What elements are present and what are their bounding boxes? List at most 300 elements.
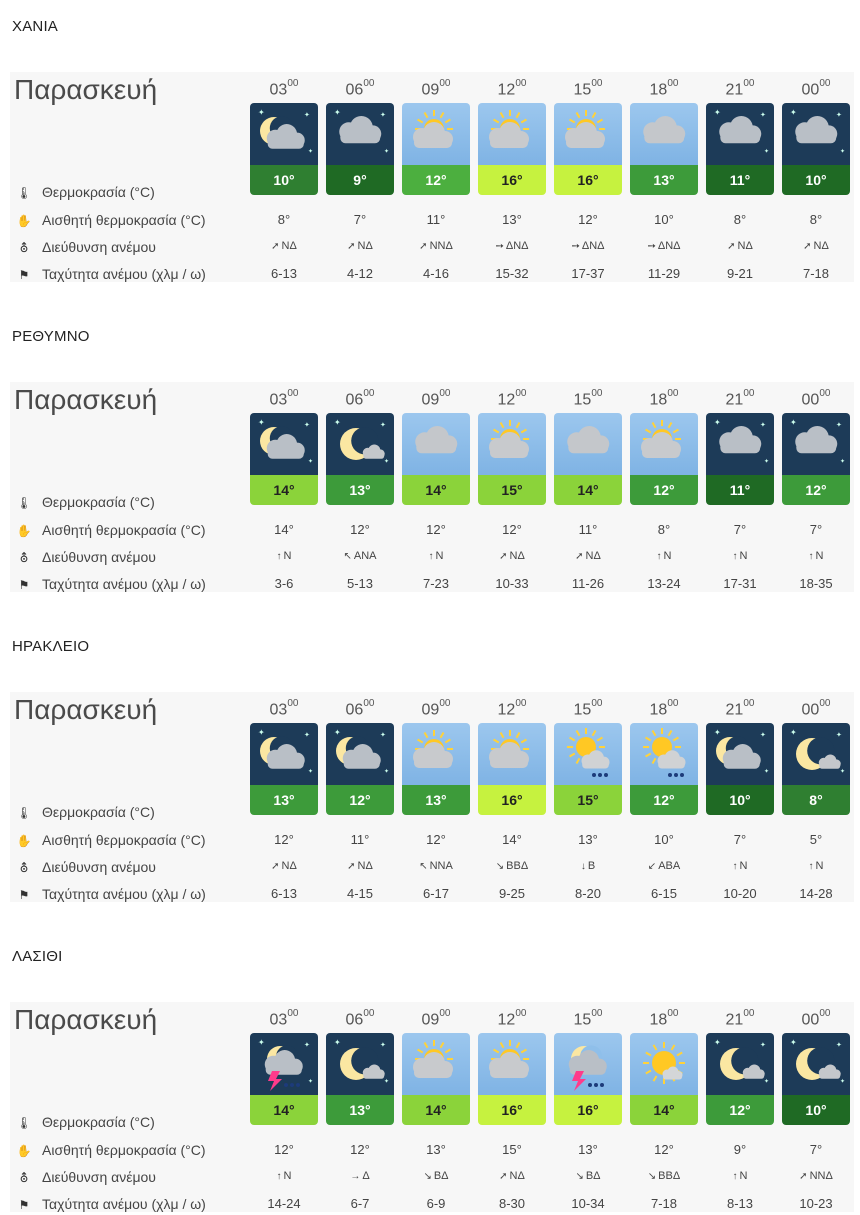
svg-text:✦: ✦ <box>304 112 310 119</box>
forecast-column <box>326 692 394 902</box>
temperature-badge: 11° <box>706 475 774 505</box>
svg-text:✦: ✦ <box>384 769 390 775</box>
wind-direction-value <box>326 550 394 562</box>
hand-icon: ✋ <box>16 1144 32 1158</box>
feels-like-value: 9° <box>733 1142 747 1157</box>
day-label: Παρασκευή <box>14 694 158 725</box>
wind-speed-value: 17-31 <box>723 576 757 591</box>
wind-direction-text: Ν <box>739 1170 748 1182</box>
feels-like-value: 13° <box>578 1142 598 1157</box>
wind-speed-value: 11-29 <box>647 266 681 281</box>
forecast-column <box>402 72 470 282</box>
wind-arrow-icon: ↑ <box>428 551 434 562</box>
flag-icon: ⚑ <box>18 888 30 902</box>
wind-vane-icon: ⛢ <box>19 241 29 255</box>
forecast-column <box>478 382 546 592</box>
wind-direction-text: Δ <box>362 1170 370 1182</box>
feels-like-value: 11° <box>350 832 370 847</box>
wind-speed-value: 4-15 <box>346 886 374 901</box>
svg-text:✦: ✦ <box>764 1079 770 1085</box>
feels-like-value: 15° <box>502 1142 522 1157</box>
svg-text:✦: ✦ <box>714 728 721 737</box>
temperature-badge: 14° <box>402 475 470 505</box>
day-label: Παρασκευή <box>14 74 158 105</box>
row-label-text: Ταχύτητα ανέμου (χλμ / ω) <box>42 266 206 282</box>
feels-like-value: 7° <box>809 522 823 537</box>
wind-arrow-icon: ➚ <box>347 861 356 872</box>
wind-direction-text: Β <box>587 860 596 872</box>
wind-direction-value <box>402 550 470 562</box>
day-label: Παρασκευή <box>14 1004 158 1035</box>
wind-direction-value <box>706 550 774 562</box>
temperature-badge: 11° <box>706 165 774 195</box>
wind-arrow-icon: ➚ <box>419 241 428 252</box>
temp-row-label <box>16 1114 155 1130</box>
flag-icon: ⚑ <box>18 578 30 592</box>
feels-like-value: 13° <box>426 1142 446 1157</box>
temperature-badge: 13° <box>630 165 698 195</box>
row-label-text: Διεύθυνση ανέμου <box>42 1169 156 1185</box>
wind-direction-text: ΔΝΔ <box>657 240 681 252</box>
temperature-badge: 10° <box>782 165 850 195</box>
wind-direction-value <box>250 550 318 562</box>
svg-text:✦: ✦ <box>790 728 797 737</box>
forecast-column <box>782 72 850 282</box>
wind-arrow-icon: ➙ <box>495 241 504 252</box>
wind-speed-value: 14-24 <box>267 1196 301 1211</box>
wind-arrow-icon: ↑ <box>732 861 738 872</box>
wind-direction-value <box>630 860 698 872</box>
wind-speed-value: 9-21 <box>726 266 754 281</box>
region-title: ΛΑΣΙΘΙ <box>12 948 63 965</box>
wind-speed-value: 8-20 <box>574 886 602 901</box>
row-label-text: Θερμοκρασία (°C) <box>42 804 155 820</box>
feels-like-value: 12° <box>426 832 446 847</box>
row-label-text: Αισθητή θερμοκρασία (°C) <box>42 212 206 228</box>
forecast-column <box>554 1002 622 1212</box>
temperature-badge: 12° <box>630 475 698 505</box>
wind-direction-value <box>782 550 850 562</box>
wind-arrow-icon: → <box>350 1171 361 1182</box>
weather-sun-icon <box>630 1033 698 1095</box>
wind-direction-value <box>554 860 622 872</box>
wind-direction-text: Ν <box>283 1170 292 1182</box>
wind-speed-value: 6-13 <box>270 266 298 281</box>
wind-direction-text: ΝΔ <box>357 860 373 872</box>
wind-vane-icon: ⛢ <box>19 1171 29 1185</box>
wind-speed-value: 10-34 <box>571 1196 605 1211</box>
row-label-text: Διεύθυνση ανέμου <box>42 549 156 565</box>
wind-direction-value <box>250 860 318 872</box>
temperature-badge: 16° <box>478 785 546 815</box>
forecast-column <box>782 382 850 592</box>
forecast-column <box>630 72 698 282</box>
wind-speed-value: 10-20 <box>723 886 757 901</box>
wind-speed-value: 6-15 <box>650 886 678 901</box>
wind-speed-value: 7-18 <box>650 1196 678 1211</box>
forecast-column <box>250 1002 318 1212</box>
feels-like-value: 12° <box>578 212 598 227</box>
wind-direction-text: ΝΔ <box>737 240 753 252</box>
weather-cloud-icon <box>402 413 470 475</box>
temperature-badge: 15° <box>554 785 622 815</box>
wind-direction-value <box>478 240 546 252</box>
row-label-text: Αισθητή θερμοκρασία (°C) <box>42 1142 206 1158</box>
weather-cloud-icon <box>326 103 394 165</box>
hour-label: $18^{00}$ <box>649 1008 679 1029</box>
feels-like-value: 7° <box>733 832 747 847</box>
temperature-badge: 16° <box>554 165 622 195</box>
wind-direction-text: Ν <box>663 550 672 562</box>
forecast-column <box>706 382 774 592</box>
temp-row-label <box>16 184 155 200</box>
wind-direction-text: Ν <box>435 550 444 562</box>
svg-text:✦: ✦ <box>714 1038 721 1047</box>
wind-direction-text: ΒΒΔ <box>506 860 529 872</box>
weather-moon-cloud-icon <box>250 103 318 165</box>
hour-label: $21^{00}$ <box>725 388 755 409</box>
wind-direction-text: Ν <box>815 860 824 872</box>
wind-speed-value: 7-23 <box>422 576 450 591</box>
svg-text:✦: ✦ <box>760 1042 766 1049</box>
forecast-column <box>630 382 698 592</box>
hour-label: $06^{00}$ <box>345 698 375 719</box>
svg-text:✦: ✦ <box>760 112 766 119</box>
wind-direction-value <box>706 240 774 252</box>
weather-moon-cloud-icon <box>326 723 394 785</box>
wind-speed-value: 8-13 <box>726 1196 754 1211</box>
hand-icon: ✋ <box>16 214 32 228</box>
wind-arrow-icon: ↘ <box>423 1171 432 1182</box>
wind-speed-value: 6-9 <box>426 1196 446 1211</box>
svg-text:✦: ✦ <box>334 418 341 427</box>
svg-text:✦: ✦ <box>380 1042 386 1049</box>
temperature-badge: 13° <box>250 785 318 815</box>
wind-arrow-icon: ↓ <box>580 861 586 872</box>
wind-speed-value: 8-30 <box>498 1196 526 1211</box>
weather-sun-cloud-icon <box>630 413 698 475</box>
wind-direction-text: ΝΝΔ <box>429 240 453 252</box>
svg-text:✦: ✦ <box>836 1042 842 1049</box>
row-label-text: Ταχύτητα ανέμου (χλμ / ω) <box>42 576 206 592</box>
wind-dir-row-label <box>16 1169 156 1185</box>
forecast-column <box>782 692 850 902</box>
region-title: ΡΕΘΥΜΝΟ <box>12 328 90 345</box>
hour-label: $03^{00}$ <box>269 78 299 99</box>
svg-text:✦: ✦ <box>304 422 310 429</box>
wind-direction-value <box>782 240 850 252</box>
wind-direction-text: Ν <box>739 550 748 562</box>
forecast-column <box>630 1002 698 1212</box>
wind-direction-value <box>326 860 394 872</box>
hour-label: $06^{00}$ <box>345 78 375 99</box>
forecast-column <box>630 692 698 902</box>
svg-text:✦: ✦ <box>836 112 842 119</box>
region-title: ΧΑΝΙΑ <box>12 18 59 35</box>
feels-like-value: 8° <box>809 212 823 227</box>
wind-direction-text: Ν <box>283 550 292 562</box>
wind-direction-text: ΝΔ <box>509 550 525 562</box>
weather-sun-cloud-icon <box>478 1033 546 1095</box>
row-label-text: Θερμοκρασία (°C) <box>42 1114 155 1130</box>
weather-cloud-icon <box>706 103 774 165</box>
wind-speed-value: 10-33 <box>495 576 529 591</box>
feels-like-value: 8° <box>277 212 291 227</box>
forecast-column <box>326 1002 394 1212</box>
wind-arrow-icon: ↑ <box>276 551 282 562</box>
svg-text:✦: ✦ <box>258 1038 265 1047</box>
svg-text:✦: ✦ <box>840 769 846 775</box>
svg-text:✦: ✦ <box>714 418 721 427</box>
forecast-column <box>250 72 318 282</box>
wind-arrow-icon: ↘ <box>647 1171 657 1182</box>
forecast-column <box>326 72 394 282</box>
weather-sun-cloud-icon <box>478 723 546 785</box>
wind-arrow-icon: ➙ <box>571 241 580 252</box>
feels-like-value: 12° <box>350 1142 370 1157</box>
wind-direction-text: ΝΝΑ <box>429 860 453 872</box>
svg-text:✦: ✦ <box>836 732 842 739</box>
weather-storm-icon <box>250 1033 318 1095</box>
hour-label: $15^{00}$ <box>573 388 603 409</box>
wind-direction-text: ΝΔ <box>357 240 373 252</box>
feels-like-value: 12° <box>502 522 522 537</box>
feels-like-value: 14° <box>502 832 522 847</box>
forecast-column <box>326 382 394 592</box>
wind-direction-text: ΝΔ <box>585 550 601 562</box>
row-label-text: Διεύθυνση ανέμου <box>42 239 156 255</box>
hour-label: $15^{00}$ <box>573 698 603 719</box>
forecast-column <box>706 72 774 282</box>
weather-cloud-icon <box>782 103 850 165</box>
weather-cloud-icon <box>706 413 774 475</box>
svg-text:✦: ✦ <box>764 149 770 155</box>
wind-speed-value: 6-13 <box>270 886 298 901</box>
temperature-badge: 14° <box>250 475 318 505</box>
forecast-panel <box>10 72 854 282</box>
weather-moon-icon <box>326 1033 394 1095</box>
svg-text:✦: ✦ <box>380 112 386 119</box>
forecast-panel <box>10 692 854 902</box>
svg-text:✦: ✦ <box>840 459 846 465</box>
temperature-badge: 16° <box>478 165 546 195</box>
wind-direction-text: ΔΝΔ <box>505 240 529 252</box>
svg-text:✦: ✦ <box>334 728 341 737</box>
feels-like-value: 11° <box>578 522 598 537</box>
wind-direction-value <box>250 240 318 252</box>
feels-like-value: 7° <box>353 212 367 227</box>
wind-direction-value <box>554 240 622 252</box>
svg-text:✦: ✦ <box>760 732 766 739</box>
wind-speed-value: 4-12 <box>346 266 374 281</box>
wind-direction-text: ΒΒΔ <box>658 1170 681 1182</box>
svg-text:✦: ✦ <box>380 732 386 739</box>
forecast-column <box>250 692 318 902</box>
weather-sun-cloud-icon <box>402 723 470 785</box>
weather-moon-cloud-icon <box>250 413 318 475</box>
wind-dir-row-label <box>16 859 156 875</box>
wind-direction-text: ΝΝΔ <box>809 1170 833 1182</box>
temperature-badge: 12° <box>782 475 850 505</box>
wind-speed-row-label <box>16 266 206 282</box>
wind-arrow-icon: ↑ <box>808 551 814 562</box>
wind-arrow-icon: ➚ <box>499 1171 508 1182</box>
wind-direction-value <box>250 1170 318 1182</box>
hour-label: $00^{00}$ <box>801 1008 831 1029</box>
forecast-column <box>554 72 622 282</box>
hour-label: $15^{00}$ <box>573 78 603 99</box>
thermometer-icon: 🌡 <box>16 496 32 510</box>
svg-text:✦: ✦ <box>380 422 386 429</box>
thermometer-icon: 🌡 <box>16 186 32 200</box>
hour-label: $21^{00}$ <box>725 698 755 719</box>
wind-direction-value <box>478 550 546 562</box>
temperature-badge: 12° <box>630 785 698 815</box>
wind-direction-text: Ν <box>739 860 748 872</box>
svg-text:✦: ✦ <box>764 459 770 465</box>
temperature-badge: 12° <box>326 785 394 815</box>
wind-direction-value <box>782 860 850 872</box>
weather-moon-cloud-icon <box>706 723 774 785</box>
wind-arrow-icon: ➚ <box>799 1171 808 1182</box>
weather-moon-icon <box>782 1033 850 1095</box>
svg-text:✦: ✦ <box>308 459 314 465</box>
wind-direction-value <box>402 1170 470 1182</box>
feels-row-label <box>16 1142 206 1158</box>
wind-direction-value <box>402 860 470 872</box>
svg-text:✦: ✦ <box>760 422 766 429</box>
svg-text:✦: ✦ <box>304 1042 310 1049</box>
svg-text:✦: ✦ <box>790 418 797 427</box>
temperature-badge: 16° <box>554 1095 622 1125</box>
wind-arrow-icon: ↑ <box>656 551 662 562</box>
hour-label: $00^{00}$ <box>801 698 831 719</box>
feels-like-value: 11° <box>426 212 446 227</box>
hour-label: $12^{00}$ <box>497 388 527 409</box>
wind-speed-row-label <box>16 886 206 902</box>
wind-direction-text: Ν <box>815 550 824 562</box>
weather-sun-cloud-icon <box>402 1033 470 1095</box>
forecast-column <box>402 692 470 902</box>
svg-text:✦: ✦ <box>304 732 310 739</box>
wind-dir-row-label <box>16 549 156 565</box>
temperature-badge: 13° <box>402 785 470 815</box>
weather-cloud-icon <box>630 103 698 165</box>
wind-direction-value <box>706 860 774 872</box>
wind-direction-value <box>630 550 698 562</box>
wind-arrow-icon: ↑ <box>732 551 738 562</box>
feels-like-value: 10° <box>654 832 674 847</box>
wind-speed-value: 18-35 <box>799 576 833 591</box>
wind-direction-value <box>326 1170 394 1182</box>
wind-speed-value: 6-7 <box>350 1196 370 1211</box>
svg-text:✦: ✦ <box>840 1079 846 1085</box>
feels-row-label <box>16 832 206 848</box>
row-label-text: Αισθητή θερμοκρασία (°C) <box>42 832 206 848</box>
temperature-badge: 14° <box>554 475 622 505</box>
wind-speed-value: 17-37 <box>571 266 605 281</box>
hour-label: $12^{00}$ <box>497 78 527 99</box>
wind-direction-value <box>630 240 698 252</box>
wind-speed-value: 10-23 <box>799 1196 833 1211</box>
wind-speed-row-label <box>16 1196 206 1212</box>
hour-label: $06^{00}$ <box>345 388 375 409</box>
svg-text:✦: ✦ <box>840 149 846 155</box>
svg-text:✦: ✦ <box>258 108 265 117</box>
wind-arrow-icon: ➚ <box>803 241 812 252</box>
flag-icon: ⚑ <box>18 1198 30 1212</box>
wind-arrow-icon: ↙ <box>647 861 657 872</box>
wind-speed-row-label <box>16 576 206 592</box>
flag-icon: ⚑ <box>18 268 30 282</box>
forecast-panel <box>10 382 854 592</box>
forecast-column <box>402 382 470 592</box>
hand-icon: ✋ <box>16 834 32 848</box>
temperature-badge: 12° <box>706 1095 774 1125</box>
weather-storm-icon <box>554 1033 622 1095</box>
wind-direction-text: ΝΔ <box>509 1170 525 1182</box>
hour-label: $21^{00}$ <box>725 78 755 99</box>
wind-direction-text: ΑΒΑ <box>658 860 681 872</box>
wind-direction-text: ΝΔ <box>813 240 829 252</box>
wind-direction-value <box>326 240 394 252</box>
hand-icon: ✋ <box>16 524 32 538</box>
forecast-column <box>250 382 318 592</box>
feels-like-value: 14° <box>274 522 294 537</box>
row-label-text: Θερμοκρασία (°C) <box>42 184 155 200</box>
svg-text:✦: ✦ <box>334 108 341 117</box>
weather-moon-cloud-icon <box>250 723 318 785</box>
feels-like-value: 12° <box>426 522 446 537</box>
svg-text:✦: ✦ <box>308 1079 314 1085</box>
row-label-text: Ταχύτητα ανέμου (χλμ / ω) <box>42 886 206 902</box>
wind-speed-value: 6-17 <box>422 886 450 901</box>
forecast-column <box>706 692 774 902</box>
feels-like-value: 7° <box>809 1142 823 1157</box>
wind-arrow-icon: ➚ <box>271 861 280 872</box>
svg-text:✦: ✦ <box>764 769 770 775</box>
wind-speed-value: 11-26 <box>571 576 605 591</box>
forecast-column <box>478 1002 546 1212</box>
wind-speed-value: 9-25 <box>498 886 526 901</box>
wind-speed-value: 13-24 <box>647 576 681 591</box>
feels-like-value: 8° <box>733 212 747 227</box>
wind-direction-value <box>554 550 622 562</box>
hour-label: $18^{00}$ <box>649 388 679 409</box>
temperature-badge: 13° <box>326 1095 394 1125</box>
svg-text:✦: ✦ <box>714 108 721 117</box>
svg-text:✦: ✦ <box>308 769 314 775</box>
feels-like-value: 13° <box>578 832 598 847</box>
temp-row-label <box>16 804 155 820</box>
wind-speed-value: 4-16 <box>422 266 450 281</box>
temperature-badge: 16° <box>478 1095 546 1125</box>
wind-direction-text: ΔΝΔ <box>581 240 605 252</box>
hour-label: $09^{00}$ <box>421 78 451 99</box>
temperature-badge: 15° <box>478 475 546 505</box>
hour-label: $09^{00}$ <box>421 698 451 719</box>
svg-text:✦: ✦ <box>384 1079 390 1085</box>
svg-text:✦: ✦ <box>836 422 842 429</box>
feels-like-value: 12° <box>274 1142 294 1157</box>
feels-like-value: 5° <box>809 832 823 847</box>
wind-speed-value: 14-28 <box>799 886 833 901</box>
hour-label: $12^{00}$ <box>497 1008 527 1029</box>
wind-arrow-icon: ↑ <box>732 1171 738 1182</box>
row-label-text: Ταχύτητα ανέμου (χλμ / ω) <box>42 1196 206 1212</box>
forecast-column <box>554 382 622 592</box>
wind-dir-row-label <box>16 239 156 255</box>
